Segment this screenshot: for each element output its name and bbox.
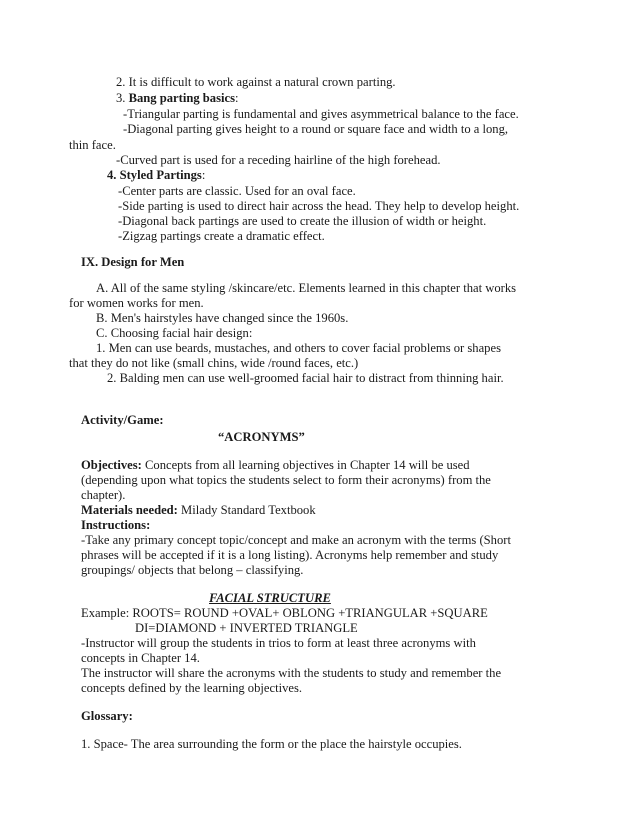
text-line: concepts in Chapter 14.: [81, 651, 200, 665]
text-fragment: :: [201, 168, 206, 182]
text-line: DI=DIAMOND + INVERTED TRIANGLE: [135, 621, 358, 635]
text-line: 1. Space- The area surrounding the form or the place the hairstyle occupies.: [81, 737, 462, 751]
text-line: that they do not like (small chins, wide /round faces, etc.): [69, 356, 359, 370]
subheading-styled-partings: [107, 168, 205, 183]
section-heading: IX. Design for Men: [81, 255, 185, 269]
facial-structure-heading: FACIAL STRUCTURE: [209, 591, 331, 605]
activity-title: “ACRONYMS”: [218, 430, 305, 444]
text-fragment: Concepts from all learning objectives in Chapter 14 will be used: [141, 458, 470, 472]
text-line: -Zigzag partings create a dramatic effect.: [118, 229, 325, 243]
glossary-heading: Glossary:: [81, 709, 133, 723]
text-line: phrases will be accepted if it is a long listing). Acronyms help remember and study: [81, 548, 499, 562]
text-line: -Curved part is used for a receding hairline of the high forehead.: [116, 153, 441, 167]
text-line: for women works for men.: [69, 296, 204, 310]
text-line: Example: ROOTS= ROUND +OVAL+ OBLONG +TRIANGULAR +SQUARE: [81, 606, 488, 620]
bold-term: Bang parting basics: [128, 91, 235, 105]
text-line: thin face.: [69, 138, 116, 152]
text-line: -Diagonal parting gives height to a round or square face and width to a long,: [123, 122, 509, 136]
text-line: concepts defined by the learning objectives.: [81, 681, 303, 695]
text-line: 1. Men can use beards, mustaches, and others to cover facial problems or shapes: [96, 341, 501, 355]
activity-heading: Activity/Game:: [81, 413, 164, 427]
list-number: 3.: [116, 91, 129, 105]
text-line: -Center parts are classic. Used for an oval face.: [118, 184, 356, 198]
instructions-heading: Instructions:: [81, 518, 151, 532]
text-line: C. Choosing facial hair design:: [96, 326, 253, 340]
text-line: 2. Balding men can use well-groomed facial hair to distract from thinning hair.: [107, 371, 504, 385]
text-line: (depending upon what topics the students select to form their acronyms) from the: [81, 473, 491, 487]
text-line: The instructor will share the acronyms with the students to study and remember the: [81, 666, 502, 680]
materials-line: [81, 503, 316, 518]
text-fragment: Milady Standard Textbook: [177, 503, 316, 517]
text-line: -Take any primary concept topic/concept and make an acronym with the terms (Short: [81, 533, 511, 547]
text-line: 2. It is difficult to work against a natural crown parting.: [116, 75, 396, 89]
text-fragment: :: [234, 91, 239, 105]
subheading-bang-parting: [116, 91, 238, 106]
text-line: -Side parting is used to direct hair across the head. They help to develop height.: [118, 199, 520, 213]
text-line: -Instructor will group the students in trios to form at least three acronyms with: [81, 636, 476, 650]
text-line: -Triangular parting is fundamental and gives asymmetrical balance to the face.: [123, 107, 519, 121]
text-line: A. All of the same styling /skincare/etc. Elements learned in this chapter that works: [96, 281, 517, 295]
bold-term: Materials needed:: [81, 503, 178, 517]
text-line: B. Men's hairstyles have changed since the 1960s.: [96, 311, 349, 325]
text-line: chapter).: [81, 488, 126, 502]
text-line: -Diagonal back partings are used to create the illusion of width or height.: [118, 214, 487, 228]
bold-term: 4. Styled Partings: [107, 168, 202, 182]
objectives-line: [81, 458, 470, 473]
bold-term: Objectives:: [81, 458, 142, 472]
text-line: groupings/ objects that belong – classifying.: [81, 563, 304, 577]
